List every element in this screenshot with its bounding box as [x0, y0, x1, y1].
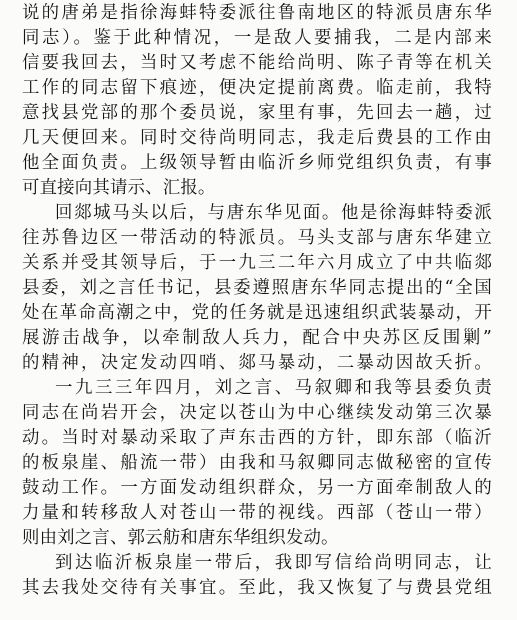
- text-line-11: 关系并受其领导后，于一九三二年六月成立了中共临郯: [22, 253, 492, 273]
- text-line-13: 处在革命高潮之中，党的任务就是迅速组织武装暴动，开: [22, 303, 492, 323]
- text-line-20: 鼓动工作。一方面发动组织群众，另一方面牵制敌人的: [22, 478, 492, 498]
- text-line-6: 几天便回来。同时交待尚明同志，我走后费县的工作由: [22, 128, 492, 148]
- text-line-21: 力量和转移敌人对苍山一带的视线。西部（苍山一带）: [22, 503, 492, 523]
- text-line-7: 他全面负责。上级领导暂由临沂乡师党组织负责，有事: [22, 153, 492, 173]
- text-line-8: 可直接向其请示、汇报。: [22, 178, 216, 198]
- text-line-1: 说的唐弟是指徐海蚌特委派往鲁南地区的特派员唐东华: [22, 3, 492, 23]
- text-line-12: 县委，刘之言任书记，县委遵照唐东华同志提出的“全国: [22, 278, 492, 298]
- text-line-22: 则由刘之言、郭云舫和唐东华组织发动。: [22, 528, 339, 548]
- text-line-5: 意找县党部的那个委员说，家里有事，先回去一趟，过: [22, 103, 492, 123]
- text-line-3: 信要我回去，当时又考虑不能给尚明、陈子青等在机关: [22, 53, 492, 73]
- text-line-16: 一九三三年四月，刘之言、马叙卿和我等县委负责: [55, 378, 492, 398]
- text-line-4: 工作的同志留下痕迹，便决定提前离费。临走前，我特: [22, 78, 492, 98]
- text-line-10: 往苏鲁边区一带活动的特派员。马头支部与唐东华建立: [22, 228, 492, 248]
- text-line-17: 同志在尚岩开会，决定以苍山为中心继续发动第三次暴: [22, 403, 492, 423]
- text-line-2: 同志）。鉴于此种情况，一是敌人要捕我，二是内部来: [22, 28, 492, 48]
- text-line-24: 其去我处交待有关事宜。至此，我又恢复了与费县党组: [22, 578, 492, 598]
- text-line-18: 动。当时对暴动采取了声东击西的方针，即东部（临沂: [22, 428, 492, 448]
- text-line-9: 回郯城马头以后，与唐东华见面。他是徐海蚌特委派: [55, 203, 492, 223]
- text-line-14: 展游击战争，以牵制敌人兵力，配合中央苏区反围剿”: [22, 328, 492, 348]
- text-line-15: 的精神，决定发动四哨、郯马暴动，二暴动因故夭折。: [22, 353, 492, 373]
- text-line-19: 的板泉崖、船流一带）由我和马叙卿同志做秘密的宣传: [22, 453, 492, 473]
- text-line-23: 到达临沂板泉崖一带后，我即写信给尚明同志，让: [55, 553, 492, 573]
